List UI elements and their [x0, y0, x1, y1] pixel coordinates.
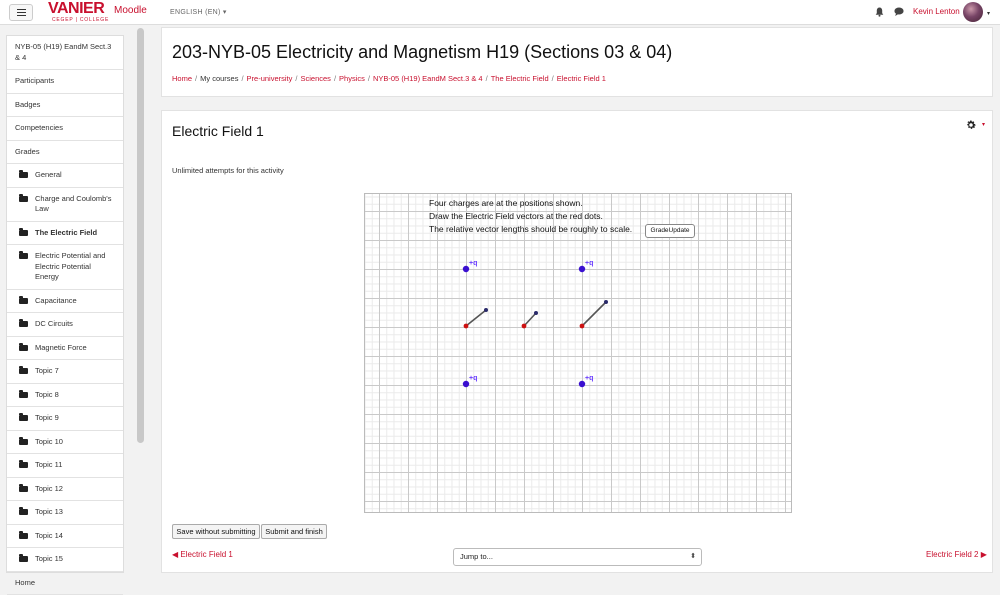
breadcrumb-separator: /: [334, 74, 336, 83]
sidebar-item-label: Topic 9: [35, 413, 59, 422]
folder-icon: [19, 486, 28, 492]
geogebra-applet[interactable]: [364, 193, 792, 513]
folder-icon: [19, 196, 28, 202]
breadcrumb-separator: /: [486, 74, 488, 83]
caret-down-icon: ▾: [223, 9, 227, 16]
folder-icon: [19, 368, 28, 374]
sidebar-item-label: Home: [15, 578, 35, 587]
jump-to-label: Jump to...: [460, 552, 493, 561]
sidebar-item[interactable]: [7, 572, 123, 595]
sidebar-item-label: Magnetic Force: [35, 343, 87, 352]
sidebar-item-label: Topic 11: [35, 460, 62, 469]
menu-toggle-button[interactable]: [9, 4, 33, 21]
sidebar-item[interactable]: [7, 478, 123, 502]
field-point[interactable]: [580, 324, 585, 329]
quiz-title: Electric Field 1: [172, 123, 264, 139]
prev-link-label: Electric Field 1: [180, 550, 232, 559]
breadcrumb-separator: /: [195, 74, 197, 83]
sidebar-item-label: Capacitance: [35, 296, 77, 305]
sidebar-item[interactable]: [7, 337, 123, 361]
instruction-line: Draw the Electric Field vectors at the red dots.: [429, 210, 632, 223]
breadcrumb-separator: /: [552, 74, 554, 83]
charge-label[interactable]: +q: [469, 375, 477, 382]
page-header: [161, 27, 993, 97]
hamburger-icon: [17, 9, 26, 16]
sidebar-item[interactable]: [7, 290, 123, 314]
field-vector[interactable]: [524, 313, 536, 326]
submit-and-finish-button[interactable]: Submit and finish: [261, 524, 327, 539]
breadcrumb-item[interactable]: Sciences: [301, 74, 331, 83]
sidebar-item-label: Topic 8: [35, 390, 59, 399]
sidebar-item-label: Badges: [15, 100, 40, 109]
sidebar-item[interactable]: [7, 117, 123, 141]
sidebar-item[interactable]: [7, 454, 123, 478]
user-name[interactable]: Kevin Lenton: [913, 7, 960, 16]
folder-icon: [19, 556, 28, 562]
sidebar-item-label: Charge and Coulomb's Law: [35, 194, 111, 214]
applet-canvas[interactable]: [365, 194, 793, 514]
breadcrumb: [172, 74, 606, 83]
vector-tip[interactable]: [534, 311, 538, 315]
sidebar-item-label: Topic 7: [35, 366, 59, 375]
gear-icon[interactable]: [965, 119, 977, 131]
folder-icon: [19, 298, 28, 304]
field-point[interactable]: [522, 324, 527, 329]
sidebar-item[interactable]: [7, 313, 123, 337]
jump-to-select[interactable]: [453, 548, 702, 566]
scrollbar[interactable]: [137, 28, 144, 443]
charge-label[interactable]: +q: [469, 260, 477, 267]
arrow-right-icon: ▶: [981, 550, 987, 559]
attempts-note: Unlimited attempts for this activity: [172, 166, 284, 175]
sidebar-item-label: Participants: [15, 76, 54, 85]
sidebar-item[interactable]: [7, 94, 123, 118]
breadcrumb-item[interactable]: NYB-05 (H19) EandM Sect.3 & 4: [373, 74, 483, 83]
sidebar-item[interactable]: [7, 525, 123, 549]
sidebar-item[interactable]: [7, 188, 123, 222]
folder-icon: [19, 415, 28, 421]
caret-down-icon[interactable]: ▾: [982, 121, 985, 128]
page-title: 203-NYB-05 Electricity and Magnetism H19 (Sections 03 & 04): [172, 42, 672, 63]
breadcrumb-item[interactable]: My courses: [200, 74, 238, 83]
charge-label[interactable]: +q: [585, 375, 593, 382]
folder-icon: [19, 321, 28, 327]
sidebar-item[interactable]: [7, 407, 123, 431]
folder-icon: [19, 533, 28, 539]
grade-update-button[interactable]: GradeUpdate: [645, 224, 695, 238]
breadcrumb-item[interactable]: Pre-university: [247, 74, 293, 83]
breadcrumb-item[interactable]: Physics: [339, 74, 365, 83]
top-navbar: [0, 0, 1000, 25]
bell-icon[interactable]: [875, 7, 884, 17]
folder-icon: [19, 462, 28, 468]
charge-label[interactable]: +q: [585, 260, 593, 267]
sidebar-item[interactable]: [7, 36, 123, 70]
language-label: ENGLISH (EN): [170, 9, 221, 16]
quiz-card: [161, 110, 993, 573]
sidebar-item-label: Competencies: [15, 123, 63, 132]
logo-subtext: CEGEP | COLLEGE: [52, 17, 109, 23]
sidebar-item-label: Topic 13: [35, 507, 63, 516]
sidebar-item-label: Topic 10: [35, 437, 63, 446]
folder-icon: [19, 230, 28, 236]
breadcrumb-item[interactable]: Home: [172, 74, 192, 83]
folder-icon: [19, 172, 28, 178]
arrow-left-icon: ◀: [172, 550, 178, 559]
breadcrumb-separator: /: [368, 74, 370, 83]
sidebar-item[interactable]: [7, 164, 123, 188]
vector-tip[interactable]: [604, 300, 608, 304]
caret-down-icon[interactable]: ▾: [987, 10, 990, 17]
field-point[interactable]: [464, 324, 469, 329]
sidebar-item[interactable]: [7, 548, 123, 572]
sidebar-item[interactable]: [7, 70, 123, 94]
sidebar-item-label: NYB-05 (H19) EandM Sect.3 & 4: [15, 42, 111, 62]
site-logo[interactable]: [48, 1, 109, 23]
folder-icon: [19, 509, 28, 515]
breadcrumb-separator: /: [241, 74, 243, 83]
sidebar-item[interactable]: [7, 360, 123, 384]
sidebar-item[interactable]: [7, 141, 123, 165]
sidebar: [6, 35, 124, 573]
sidebar-item[interactable]: [7, 245, 123, 290]
folder-icon: [19, 253, 28, 259]
select-caret-icon: ⬍: [690, 549, 696, 565]
sidebar-item-label: The Electric Field: [35, 228, 97, 237]
language-menu[interactable]: [170, 8, 227, 16]
breadcrumb-item[interactable]: The Electric Field: [491, 74, 549, 83]
folder-icon: [19, 439, 28, 445]
sidebar-item-label: General: [35, 170, 62, 179]
sidebar-item-label: Topic 12: [35, 484, 63, 493]
folder-icon: [19, 345, 28, 351]
folder-icon: [19, 392, 28, 398]
next-link-label: Electric Field 2: [926, 550, 978, 559]
field-vector[interactable]: [582, 302, 606, 326]
sidebar-item[interactable]: [7, 384, 123, 408]
save-without-submitting-button[interactable]: Save without submitting: [172, 524, 260, 539]
instruction-line: Four charges are at the positions shown.: [429, 197, 632, 210]
field-vector[interactable]: [466, 310, 486, 326]
sidebar-item-label: Topic 15: [35, 554, 63, 563]
prev-activity-link[interactable]: [172, 550, 233, 559]
sidebar-item-label: Grades: [15, 147, 40, 156]
logo-moodle-text[interactable]: Moodle: [114, 5, 147, 16]
vector-tip[interactable]: [484, 308, 488, 312]
breadcrumb-separator: /: [295, 74, 297, 83]
next-activity-link[interactable]: [926, 550, 987, 559]
sidebar-item[interactable]: [7, 501, 123, 525]
breadcrumb-item[interactable]: Electric Field 1: [557, 74, 606, 83]
sidebar-item-label: Topic 14: [35, 531, 63, 540]
sidebar-item-label: Electric Potential and Electric Potential Energy: [35, 251, 105, 281]
instruction-line: The relative vector lengths should be roughly to scale.: [429, 223, 632, 236]
chat-icon[interactable]: [894, 7, 904, 16]
sidebar-item[interactable]: [7, 431, 123, 455]
sidebar-item[interactable]: [7, 222, 123, 246]
logo-text: VANIER: [48, 1, 109, 17]
sidebar-item-label: DC Circuits: [35, 319, 73, 328]
avatar[interactable]: [963, 2, 983, 22]
